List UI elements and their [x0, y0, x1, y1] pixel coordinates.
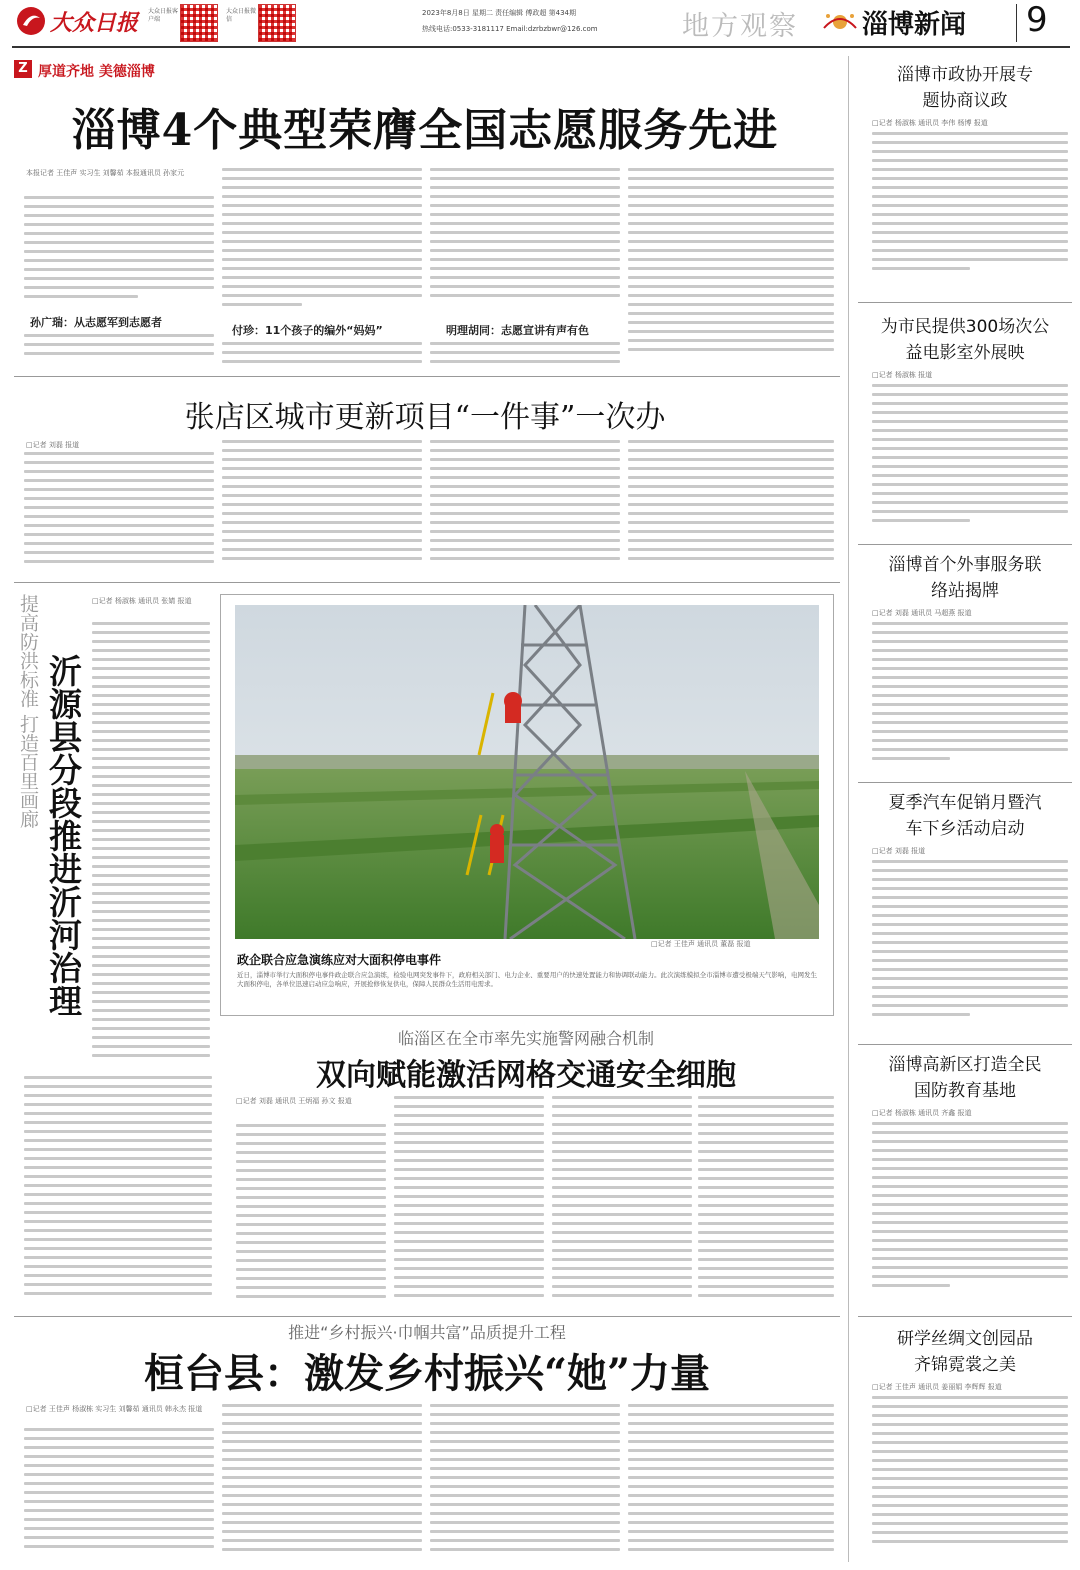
yiyuan-byline: □记者 杨淑栋 通讯员 张婧 报道	[92, 597, 192, 605]
sidebar-item-body	[872, 622, 1068, 774]
sidebar-item-title: 研学丝绸文创园品齐锦霓裳之美	[897, 1329, 1033, 1375]
sidebar-item-body	[872, 1396, 1068, 1562]
photo-caption-byline: □记者 王佳声 通讯员 董磊 报道	[651, 940, 751, 948]
linzi-byline: □记者 刘磊 通讯员 王炳福 孙文 报道	[236, 1097, 352, 1105]
huantai-body-col-2	[222, 1404, 422, 1560]
linzi-rule	[14, 1316, 840, 1317]
sidebar-item-byline: □记者 刘磊 报道	[872, 847, 926, 855]
sidebar-item-body	[872, 384, 1068, 536]
lead-body-col-1	[24, 196, 214, 304]
sidebar-divider	[848, 56, 849, 1562]
zhangdian-byline: □记者 刘磊 报道	[26, 441, 80, 449]
sidebar-rule	[858, 544, 1072, 545]
huantai-body-col-4	[628, 1404, 834, 1560]
qr-caption-wechat: 大众日报微信	[226, 8, 257, 23]
banner-tag: 厚道齐地 美德淄博	[38, 64, 155, 80]
linzi-body-col-3	[552, 1096, 692, 1310]
banner-z-icon: Z	[14, 60, 32, 78]
lead-subhead-3: 明理胡同：志愿宣讲有声有色	[446, 324, 589, 337]
lead-body-col-3b	[430, 342, 620, 366]
sidebar-item-title: 淄博市政协开展专题协商议政	[897, 65, 1033, 111]
sidebar-rule	[858, 1044, 1072, 1045]
zhangdian-title: 张店区城市更新项目“一件事”一次办	[184, 400, 666, 435]
sidebar-item-body	[872, 860, 1068, 1038]
huantai-kicker: 推进“乡村振兴·巾帼共富”品质提升工程	[288, 1323, 566, 1342]
paper-logo-icon	[16, 6, 46, 36]
paper-name: 大众日报	[50, 10, 139, 36]
section-name: 淄博新闻	[862, 10, 967, 40]
sidebar-item-byline: □记者 杨淑栋 通讯员 李伟 杨博 报道	[872, 119, 988, 127]
lead-body-col-4	[628, 168, 834, 364]
lead-subhead-1: 孙广瑞：从志愿军到志愿者	[30, 316, 162, 329]
date-line: 2023年8月8日 星期二 责任编辑 傅政超 第434期	[422, 9, 576, 17]
lead-body-col-3	[430, 168, 620, 316]
zhangdian-rule	[14, 582, 840, 583]
sidebar-item-title: 淄博首个外事服务联络站揭牌	[888, 555, 1042, 601]
lead-rule	[14, 376, 840, 377]
yiyuan-kicker: 提高防洪标准 打造百里画廊	[17, 594, 39, 829]
page-number: 9	[1026, 0, 1048, 40]
linzi-body-col-4	[698, 1096, 834, 1310]
lead-body-col-1b	[24, 334, 214, 364]
sidebar-rule	[858, 302, 1072, 303]
masthead	[0, 0, 1080, 50]
qr-code-wechat	[258, 4, 296, 42]
photo-caption-text: 近日，淄博市举行大面积停电事件政企联合应急演练，检验电网突发事件下，政府相关部门、电力企业、重要用户的快速处置能力和协调联动能力。此次演练模拟全市淄博市遭受极端天气影响，电网发生大面积停电，各单位迅速启动应急响应，开展抢修恢复供电，保障人民群众生活用电需求。	[237, 971, 817, 988]
photo-image	[235, 605, 819, 939]
linzi-kicker: 临淄区在全市率先实施警网融合机制	[397, 1029, 654, 1048]
sidebar-item-byline: □记者 刘磊 通讯员 马超燕 报道	[872, 609, 972, 617]
lead-subhead-2: 付珍：11个孩子的编外“妈妈”	[232, 324, 383, 337]
sidebar-item-title: 为市民提供300场次公益电影室外展映	[880, 317, 1050, 363]
contact-line: 热线电话:0533-3181117 Email:dzrbzbwr@126.com	[422, 25, 598, 33]
huantai-title: 桓台县：激发乡村振兴“她”力量	[143, 1350, 710, 1397]
lead-body-col-2b	[222, 342, 422, 366]
section-label: 地方观察	[682, 11, 798, 42]
yiyuan-title: 沂源县分段推进沂河治理	[44, 654, 83, 1017]
zhangdian-body-col-3	[430, 440, 620, 572]
section-ornament-icon	[820, 6, 860, 38]
yiyuan-body-lower	[24, 1076, 212, 1308]
linzi-body-col-1	[236, 1124, 386, 1310]
zhangdian-body-col-1	[24, 452, 214, 572]
sidebar-item-title: 淄博高新区打造全民国防教育基地	[888, 1055, 1042, 1101]
linzi-body-col-2	[394, 1096, 544, 1310]
zhangdian-body-col-4	[628, 440, 834, 572]
masthead-rule	[12, 46, 1070, 48]
yiyuan-body-upper	[92, 622, 210, 1066]
lead-body-col-2	[222, 168, 422, 316]
photo-caption-title: 政企联合应急演练应对大面积停电事件	[237, 953, 442, 967]
sidebar-item-title: 夏季汽车促销月暨汽车下乡活动启动	[888, 793, 1042, 839]
sidebar-item-byline: □记者 杨淑栋 通讯员 齐鑫 报道	[872, 1109, 972, 1117]
sidebar-item-byline: □记者 王佳声 通讯员 姜丽娟 李辉辉 报道	[872, 1383, 1002, 1391]
huantai-body-col-1	[24, 1428, 214, 1560]
huantai-body-col-3	[430, 1404, 620, 1560]
sidebar-item-body	[872, 1122, 1068, 1308]
sidebar-rule	[858, 1316, 1072, 1317]
qr-code-app	[180, 4, 218, 42]
zhangdian-body-col-2	[222, 440, 422, 572]
sidebar-item-body	[872, 132, 1068, 292]
photo-frame	[220, 594, 834, 1016]
linzi-title: 双向赋能激活网格交通安全细胞	[316, 1058, 736, 1093]
page-divider	[1016, 4, 1017, 42]
huantai-byline: □记者 王佳声 杨淑栋 实习生 刘馨茹 通讯员 韩永杰 报道	[26, 1405, 203, 1413]
sidebar-item-byline: □记者 杨淑栋 报道	[872, 371, 933, 379]
lead-title: 淄博4个典型荣膺全国志愿服务先进	[71, 105, 779, 156]
qr-caption-app: 大众日报客户端	[148, 8, 179, 23]
lead-byline: 本报记者 王佳声 实习生 刘馨茹 本报通讯员 孙家元	[26, 169, 185, 177]
sidebar-rule	[858, 782, 1072, 783]
